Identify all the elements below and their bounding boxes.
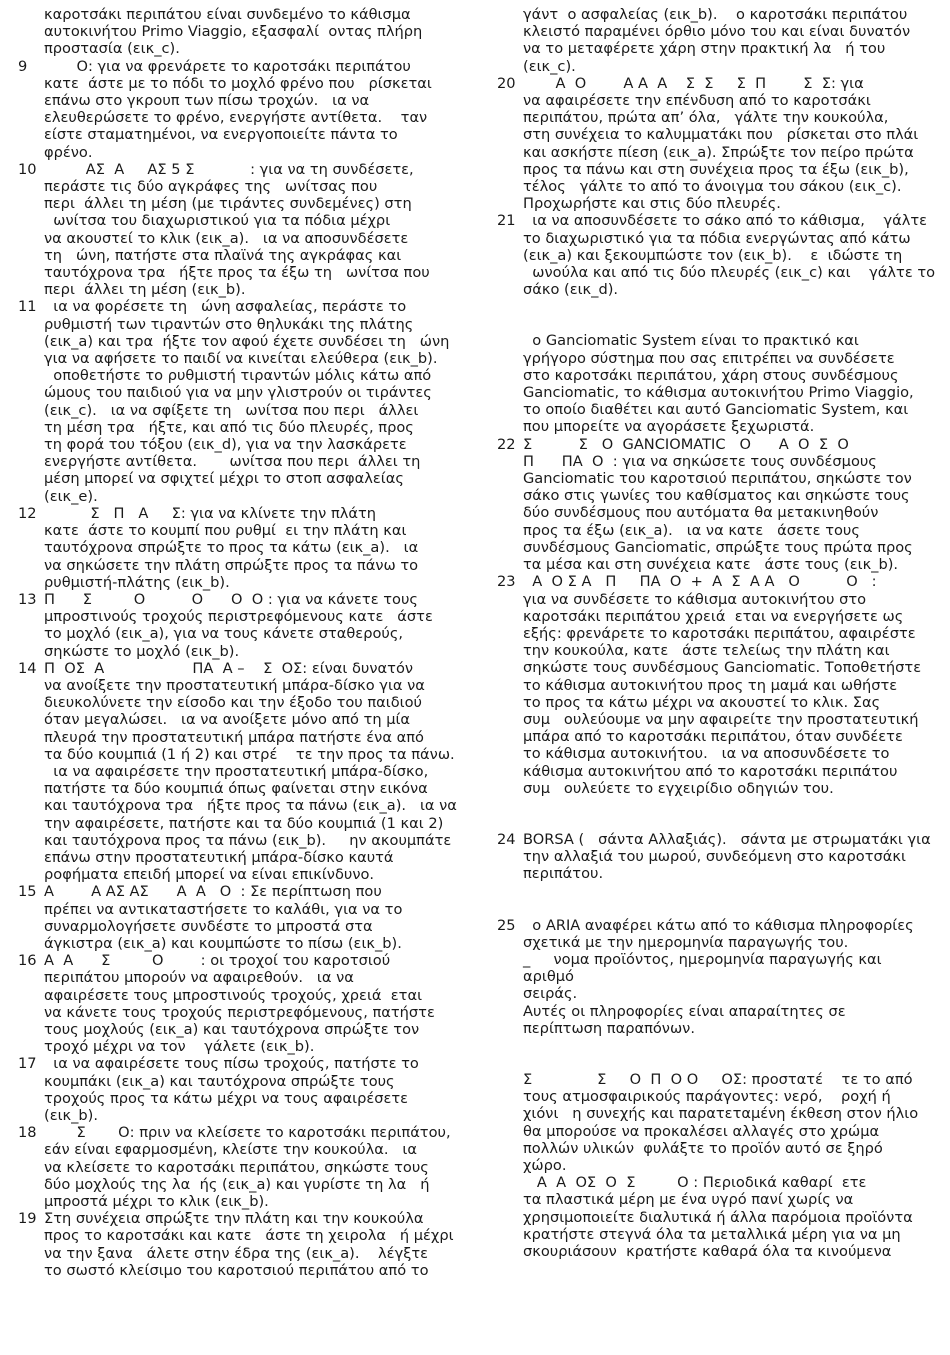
item-number: 21	[497, 212, 516, 230]
item-text: Στη συνέχεια σπρώξτε την πλάτη και την κουκούλα προς το καροτσάκι και κατε άστε τη χειρολα ή μέχρι να την ξανα άλετε στην έδρα της (εικ_a). λέγξτε το σωστό κλείσιμο του καροτσιού περιπάτου από το	[44, 1210, 454, 1279]
item-text: Α Ο Α Α Α Σ Σ Σ Π Σ Σ: για να αφαιρέσετε την επένδυση από το καροτσάκι περιπάτου, πρώτα απ’ όλα, γάλτε την κουκούλα, στη συνέχεια το καλυμματάκι που ρίσκεται στο πλάι και ασκήστε πίεση (εικ_a). Σπρώξτε τον πείρο πρώτα προς τα πάνω και στη συνέχεια προς τα έξω (εικ_b), τέλος γάλτε το από το άνοιγμα του σάκου (εικ_c). Προχωρήστε και στις δύο πλευρές.	[523, 74, 919, 213]
item-text: Σ Π Α Σ: για να κλίνετε την πλάτη κατε άστε το κουμπί που ρυθμί ει την πλάτη και ταυτόχρονα σπρώξτε το προς τα κάτω (εικ_a). ια να σηκώσετε την πλάτη σπρώξτε προς τα πάνω το ρυθμιστή-πλάτης (εικ_b).	[44, 504, 419, 591]
right-continuation: γάντ ο ασφαλείας (εικ_b). ο καροτσάκι περιπάτου κλειστό παραμένει όρθιο μόνο του και είναι δυνατόν να το μεταφέρετε χάρη στην πρακτική λα ή του (εικ_c).	[523, 6, 911, 75]
item-number: 13	[18, 590, 37, 608]
item-text: Σ Σ Ο GANCIOMATIC Ο Α Ο Σ Ο Π ΠΑ Ο : για να σηκώσετε τους συνδέσμους Ganciomatic του καροτσιού περιπάτου, σηκώστε τον σάκο στις γωνίες του καθίσματος και σηκώστε τους δύο συνδέσμους που αυτόματα θα μετακινηθούν προς τα έξω (εικ_a). ια να κατε άσετε τους συνδέσμους Ganciomatic, σπρώξτε τους πρώτα προς τα μέσα και στη συνέχεια κατε άστε τους (εικ_b).	[523, 435, 913, 574]
item-number: 14	[18, 659, 37, 677]
item-number: 15	[18, 883, 37, 901]
ganciomatic-intro: ο Ganciomatic System είναι το πρακτικό και γρήγορο σύστημα που σας επιτρέπει να συνδέσετε στο καροτσάκι περιπάτου, χάρη στους συνδέσμους Ganciomatic, το κάθισμα αυτοκινήτου Primo Viaggio, το οποίο διαθέτει και αυτό Ganciomatic System, και που μπορείτε να αγοράσετε ξεχωριστά.	[523, 332, 914, 436]
item-number: 10	[18, 160, 37, 178]
list-item	[497, 212, 937, 298]
list-item	[497, 436, 937, 574]
item-text: ια να αποσυνδέσετε το σάκο από το κάθισμα, γάλτε το διαχωριστικό για τα πόδια ενεργώντας από κάτω (εικ_a) και ξεκουμπώστε τον (εικ_b). ε ιδώστε τη ωνούλα και από τις δύο πλευρές (εικ_c) και γάλτε το σάκο (εικ_d).	[523, 212, 936, 299]
item-number: 18	[18, 1124, 37, 1142]
item-number: 17	[18, 1055, 37, 1073]
list-item	[18, 1124, 462, 1210]
list-item	[18, 505, 462, 591]
item-number: 23	[497, 573, 516, 591]
item-number: 24	[497, 830, 516, 848]
item-number: 9	[18, 57, 28, 75]
spacer	[497, 883, 937, 917]
left-column	[18, 6, 462, 1279]
list-item	[18, 298, 462, 504]
item-number: 16	[18, 952, 37, 970]
list-item	[18, 1210, 462, 1279]
list-item	[18, 58, 462, 161]
item-number: 19	[18, 1210, 37, 1228]
list-item	[497, 75, 937, 213]
list-item	[497, 831, 937, 883]
item-text: Ο: για να φρενάρετε το καροτσάκι περιπάτου κατε άστε με το πόδι το μοχλό φρένο που ρίσκεται επάνω στο γκρουπ των πίσω τροχών. ια να ελευθερώσετε το φρένο, ενεργήστε αντίθετα. ταν είστε σταματημένοι, να ενεργοποιείτε πάντα το φρένο.	[44, 57, 432, 161]
item-text: Π Σ Ο Ο Ο Ο : για να κάνετε τους μπροστινούς τροχούς περιστρεφόμενους κατε άστε το μοχλό (εικ_a), για να τους κάνετε σταθερούς, σηκώστε το μοχλό (εικ_b).	[44, 590, 433, 660]
item-number: 11	[18, 298, 37, 316]
item-number: 12	[18, 504, 37, 522]
item-text: BORSA ( σάντα Αλλαξιάς). σάντα με στρωματάκι για την αλλαξιά του μωρού, συνδεόμενη στο καροτσάκι περιπάτου.	[523, 830, 931, 883]
item-number: 25	[497, 916, 516, 934]
list-item	[18, 952, 462, 1055]
left-continuation: καροτσάκι περιπάτου είναι συνδεμένο το κάθισμα αυτοκινήτου Primo Viaggio, εξασφαλί οντας πλήρη προστασία (εικ_c).	[44, 6, 423, 58]
item-text: Α Ο Σ Α Π ΠΑ Ο + Α Σ Α Α Ο Ο : για να συνδέσετε το κάθισμα αυτοκινήτου στο καροτσάκι περιπάτου χρειά εται να ενεργήσετε ως εξής: φρενάρετε το καροτσάκι περιπάτου, αφαιρέστε την κουκούλα, κατε άστε τελείως την πλάτη και σηκώστε τους συνδέσμους Ganciomatic. Τοποθετήστε το κάθισμα αυτοκινήτου προς τη μαμά και ωθήστε το προς τα κάτω μέχρι να ακουστεί το κλικ. Σας συμ ουλεύουμε να μην αφαιρείτε την προστατευτική μπάρα από το καροτσάκι περιπάτου, όταν συνδέετε το κάθισμα αυτοκινήτου. ια να αποσυνδέσετε το κάθισμα αυτοκινήτου από το καροτσάκι περιπάτου συμ ουλεύετε το εγχειρίδιο οδηγιών του.	[523, 573, 922, 797]
list-item	[18, 591, 462, 660]
right-column	[497, 6, 937, 1260]
spacer	[497, 797, 937, 831]
item25-details: _ νομα προϊόντος, ημερομηνία παραγωγής και αριθμό σειράς. Αυτές οι πληροφορίες είναι απαραίτητες σε περίπτωση παραπόνων.	[523, 950, 882, 1037]
item-text: ο ARIA αναφέρει κάτω από το κάθισμα πληροφορίες σχετικά με την ημερομηνία παραγωγής του.	[523, 916, 914, 951]
list-item	[497, 917, 937, 951]
spacer	[497, 1037, 937, 1071]
list-item	[18, 1055, 462, 1124]
list-item	[18, 161, 462, 299]
item-text: Σ Ο: πριν να κλείσετε το καροτσάκι περιπάτου, εάν είναι εφαρμοσμένη, κλείστε την κουκούλα. ια να κλείσετε το καροτσάκι περιπάτου, σηκώστε τους δύο μοχλούς της λα ής (εικ_a) και γυρίστε τη λα ή μπροστά μέχρι το κλικ (εικ_b).	[44, 1124, 451, 1211]
item-number: 20	[497, 74, 516, 92]
item-text: ΑΣ Α ΑΣ 5 Σ : για να τη συνδέσετε, περάστε τις δύο αγκράφες της ωνίτσας που περι άλλει τη μέση (με τιράντες συνδεμένες) στη ωνίτσα του διαχωριστικού για τα πόδια μέχρι να ακουστεί το κλικ (εικ_a). ια να αποσυνδέσετε τη ώνη, πατήστε στα πλαϊνά της αγκράφας και ταυτόχρονα τρα ήξτε προς τα έξω τη ωνίτσα που περι άλλει τη μέση (εικ_b).	[44, 160, 430, 299]
spacer	[497, 298, 937, 332]
item-text: Α Α ΑΣ ΑΣ Α Α Ο : Σε περίπτωση που πρέπει να αντικαταστήσετε το καλάθι, για να το συναρμολογήσετε συνδέστε το μπροστά στα άγκιστρα (εικ_a) και κουμπώστε το πίσω (εικ_b).	[44, 883, 403, 952]
care-instructions: Σ Σ Ο Π Ο Ο ΟΣ: προστατέ τε το από τους ατμοσφαιρικούς παράγοντες: νερό, ροχή ή χιόνι η συνεχής και παρατεταμένη έκθεση στον ήλιο θα μπορούσε να προκαλέσει αλλαγές στο χρώμα πολλών υλικών φυλάξτε το προϊόν αυτό σε ξηρό χώρο. Α Α ΟΣ Ο Σ Ο : Περιοδικά καθαρί ετε τα πλαστικά μέρη με ένα υγρό πανί χωρίς να χρησιμοποιείτε διαλυτικά ή άλλα παρόμοια προϊόντα κρατήστε στεγνά όλα τα μεταλλικά μέρη για να μη σκουριάσουν κρατήστε καθαρά όλα τα κινούμενα	[523, 1070, 919, 1260]
item-text: Α Α Σ Ο : οι τροχοί του καροτσιού περιπάτου μπορούν να αφαιρεθούν. ια να αφαιρέσετε τους μπροστινούς τροχούς, χρειά εται να κάνετε τους τροχούς περιστρεφόμενους, πατήστε τους μοχλούς (εικ_a) και ταυτόχρονα σπρώξτε τον τροχό μέχρι να τον γάλετε (εικ_b).	[44, 952, 435, 1056]
item-text: Π ΟΣ Α ΠΑ Α – Σ ΟΣ: είναι δυνατόν να ανοίξετε την προστατευτική μπάρα-δίσκο για να διευκολύνετε την είσοδο και την έξοδο του παιδιού όταν μεγαλώσει. ια να ανοίξετε μόνο από τη μία πλευρά την προστατευτική μπάρα πατήστε ένα από τα δύο κουμπιά (1 ή 2) και στρέ τε την προς τα πάνω. ια να αφαιρέσετε την προστατευτική μπάρα-δίσκο, πατήστε τα δύο κουμπιά όπως φαίνεται στην εικόνα και ταυτόχρονα τρα ήξτε προς τα πάνω (εικ_a). ια να την αφαιρέσετε, πατήστε και τα δύο κουμπιά (1 και 2) και ταυτόχρονα προς τα πάνω (εικ_b). ην ακουμπάτε επάνω στην προστατευτική μπάρα-δίσκο καυτά ροφήματα επειδή μπορεί να είναι επικίνδυνο.	[44, 659, 457, 884]
list-item	[18, 883, 462, 952]
list-item	[18, 660, 462, 884]
item-text: ια να φορέσετε τη ώνη ασφαλείας, περάστε το ρυθμιστή των τιραντών στο θηλυκάκι της πλάτης (εικ_a) και τρα ήξτε τον αφού έχετε συνδέσει τη ώνη για να αφήσετε το παιδί να κινείται ελεύθερα (εικ_b). οποθετήστε το ρυθμιστή τιραντών μόλις κάτω από ώμους του παιδιού για να μην γλιστρούν οι τιράντες (εικ_c). ια να σφίξετε τη ωνίτσα που περι άλλει τη μέση τρα ήξτε, και από τις δύο πλευρές, προς τη φορά του τόξου (εικ_d), για να την λασκάρετε ενεργήστε αντίθετα. ωνίτσα που περι άλλει τη μέση μπορεί να σφιχτεί μέχρι το στοπ ασφαλείας (εικ_e).	[44, 298, 450, 505]
list-item	[497, 573, 937, 797]
item-number: 22	[497, 435, 516, 453]
item-text: ια να αφαιρέσετε τους πίσω τροχούς, πατήστε το κουμπάκι (εικ_a) και ταυτόχρονα σπρώξτε τους τροχούς προς τα κάτω μέχρι να τους αφαιρέσετε (εικ_b).	[44, 1055, 419, 1124]
